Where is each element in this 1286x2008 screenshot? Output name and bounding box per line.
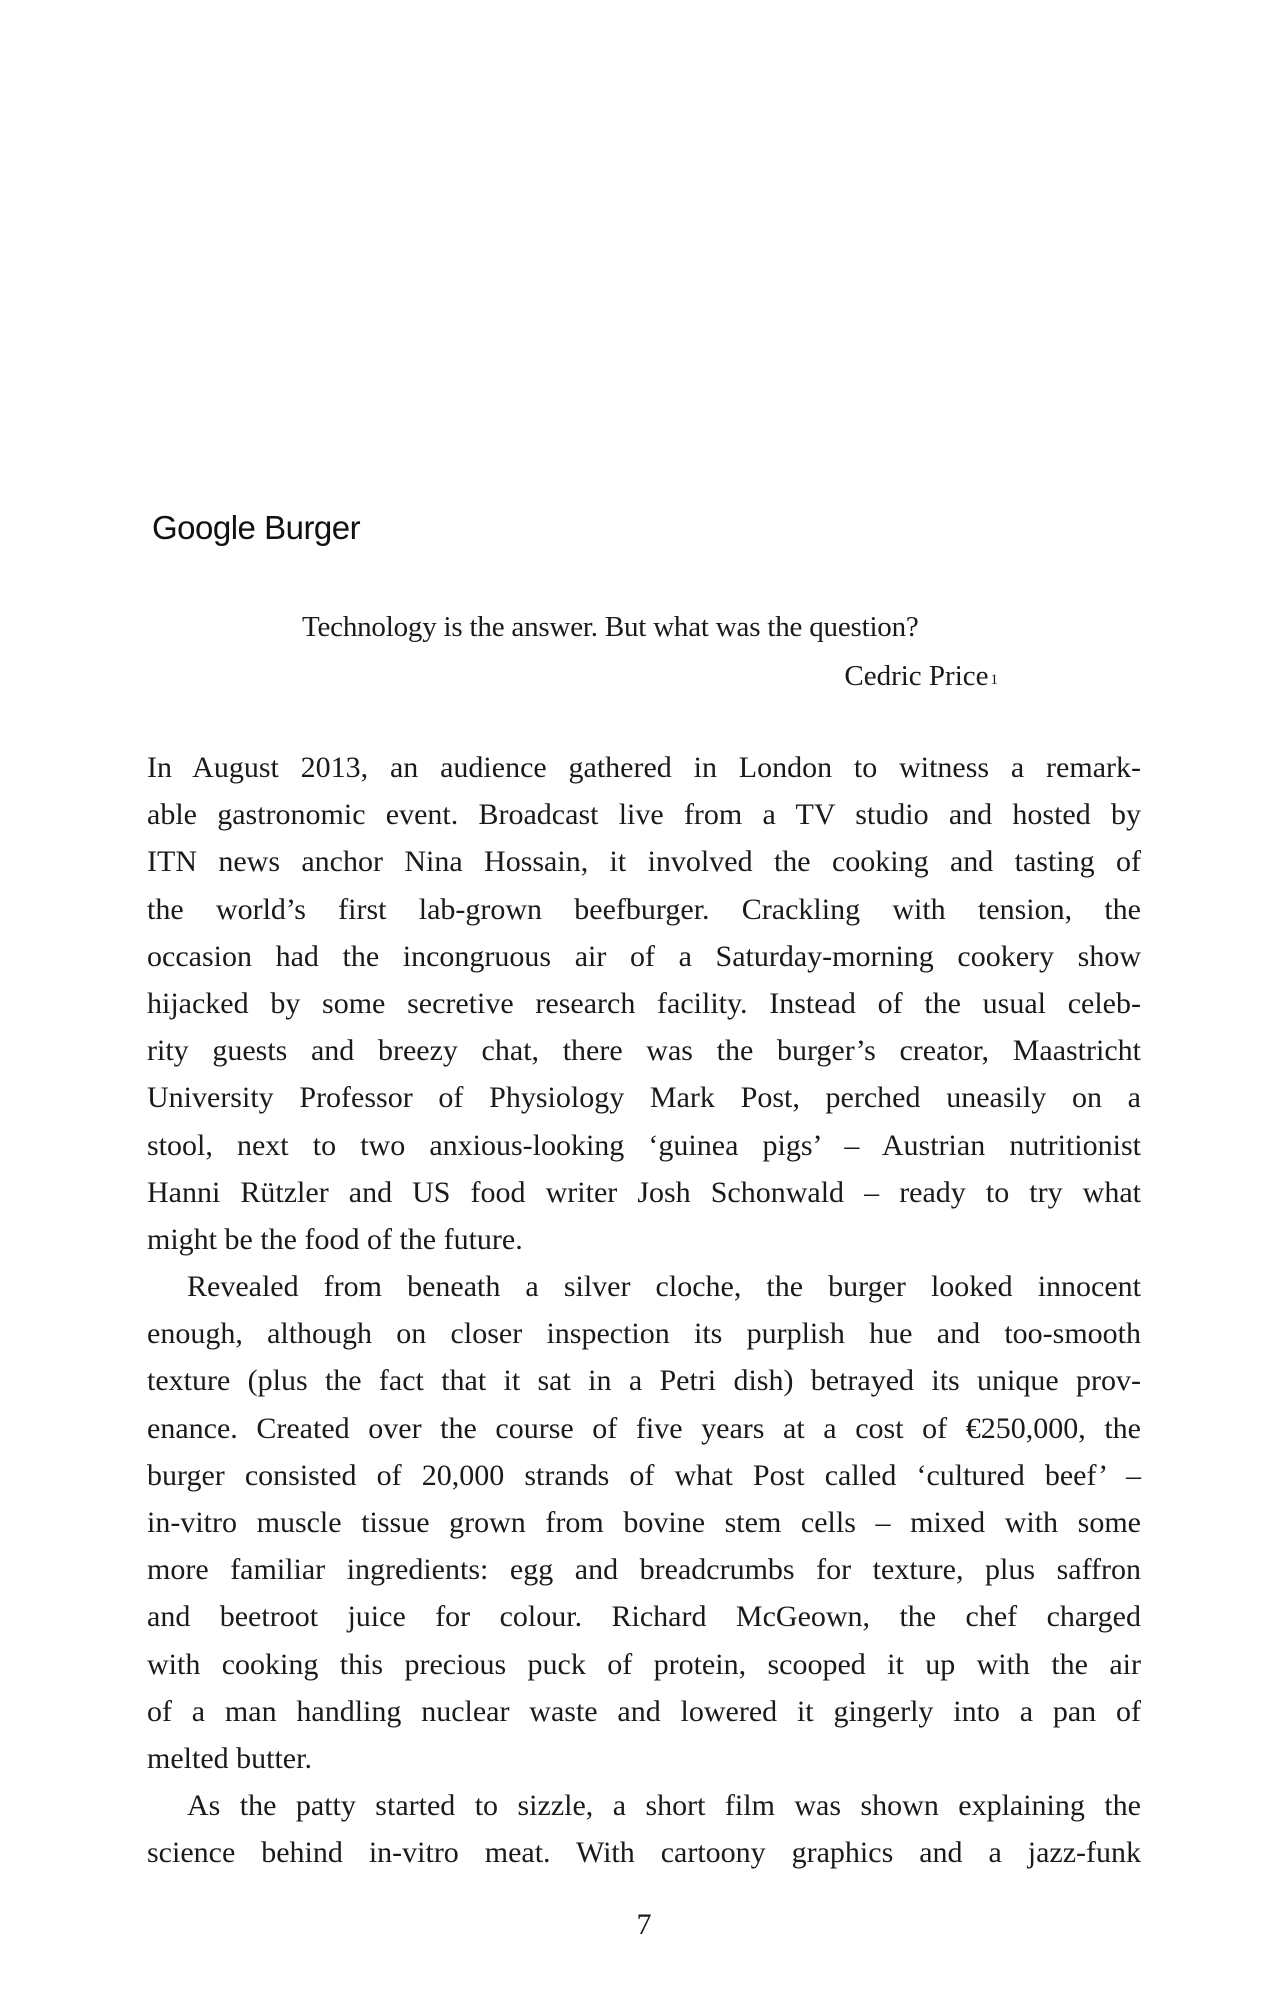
epigraph-attribution — [302, 652, 998, 701]
text-line: the world’s first lab-grown beefburger. Crackling with tension, the — [147, 892, 1141, 926]
text-line: Revealed from beneath a silver cloche, the burger looked innocent — [187, 1270, 1141, 1304]
text-line: In August 2013, an audience gathered in London to witness a remark- — [147, 751, 1141, 784]
paragraph-2 — [147, 1263, 1141, 1782]
body-text — [147, 744, 1141, 1877]
chapter-title: Google Burger — [152, 509, 361, 546]
text-line: of a man handling nuclear waste and lowered it gingerly into a pan of — [147, 1694, 1141, 1728]
text-line: hijacked by some secretive research facility. Instead of the usual celeb- — [147, 986, 1141, 1020]
text-line: ITN news anchor Nina Hossain, it involved the cooking and tasting of — [147, 845, 1141, 879]
text-line: As the patty started to sizzle, a short film was shown explaining the — [187, 1789, 1141, 1823]
text-line: science behind in-vitro meat. With cartoony graphics and a jazz-funk — [147, 1836, 1141, 1870]
text-line: might be the food of the future. — [147, 1222, 523, 1256]
text-line: melted butter. — [147, 1741, 312, 1775]
epigraph-author: Cedric Price — [844, 660, 989, 692]
page-number-value: 7 — [636, 1908, 652, 1941]
text-line: burger consisted of 20,000 strands of what Post called ‘cultured beef’ – — [147, 1458, 1141, 1492]
text-line: able gastronomic event. Broadcast live from a TV studio and hosted by — [147, 798, 1141, 832]
text-line: texture (plus the fact that it sat in a Petri dish) betrayed its unique prov- — [147, 1364, 1141, 1398]
paragraph-3 — [147, 1782, 1141, 1876]
text-line: with cooking this precious puck of protein, scooped it up with the air — [147, 1647, 1141, 1681]
epigraph-quote: Technology is the answer. But what was the question? — [302, 611, 919, 643]
text-line: occasion had the incongruous air of a Saturday-morning cookery show — [147, 939, 1141, 973]
text-line: University Professor of Physiology Mark Post, perched uneasily on a — [147, 1081, 1141, 1115]
text-line: in-vitro muscle tissue grown from bovine stem cells – mixed with some — [147, 1506, 1141, 1539]
footnote-reference[interactable]: 1 — [990, 672, 998, 688]
text-line: Hanni Rützler and US food writer Josh Schonwald – ready to try what — [147, 1175, 1141, 1209]
page-number — [0, 1905, 1286, 1945]
text-line: stool, next to two anxious-looking ‘guinea pigs’ – Austrian nutritionist — [147, 1128, 1141, 1162]
text-line: enough, although on closer inspection its purplish hue and too-smooth — [147, 1317, 1141, 1351]
paragraph-1 — [147, 744, 1141, 1263]
text-line: rity guests and breezy chat, there was the burger’s creator, Maastricht — [147, 1034, 1141, 1068]
text-line: and beetroot juice for colour. Richard McGeown, the chef charged — [147, 1600, 1141, 1634]
text-line: enance. Created over the course of five years at a cost of €250,000, the — [147, 1411, 1141, 1445]
text-line: more familiar ingredients: egg and breadcrumbs for texture, plus saffron — [147, 1553, 1141, 1587]
epigraph — [302, 603, 998, 701]
